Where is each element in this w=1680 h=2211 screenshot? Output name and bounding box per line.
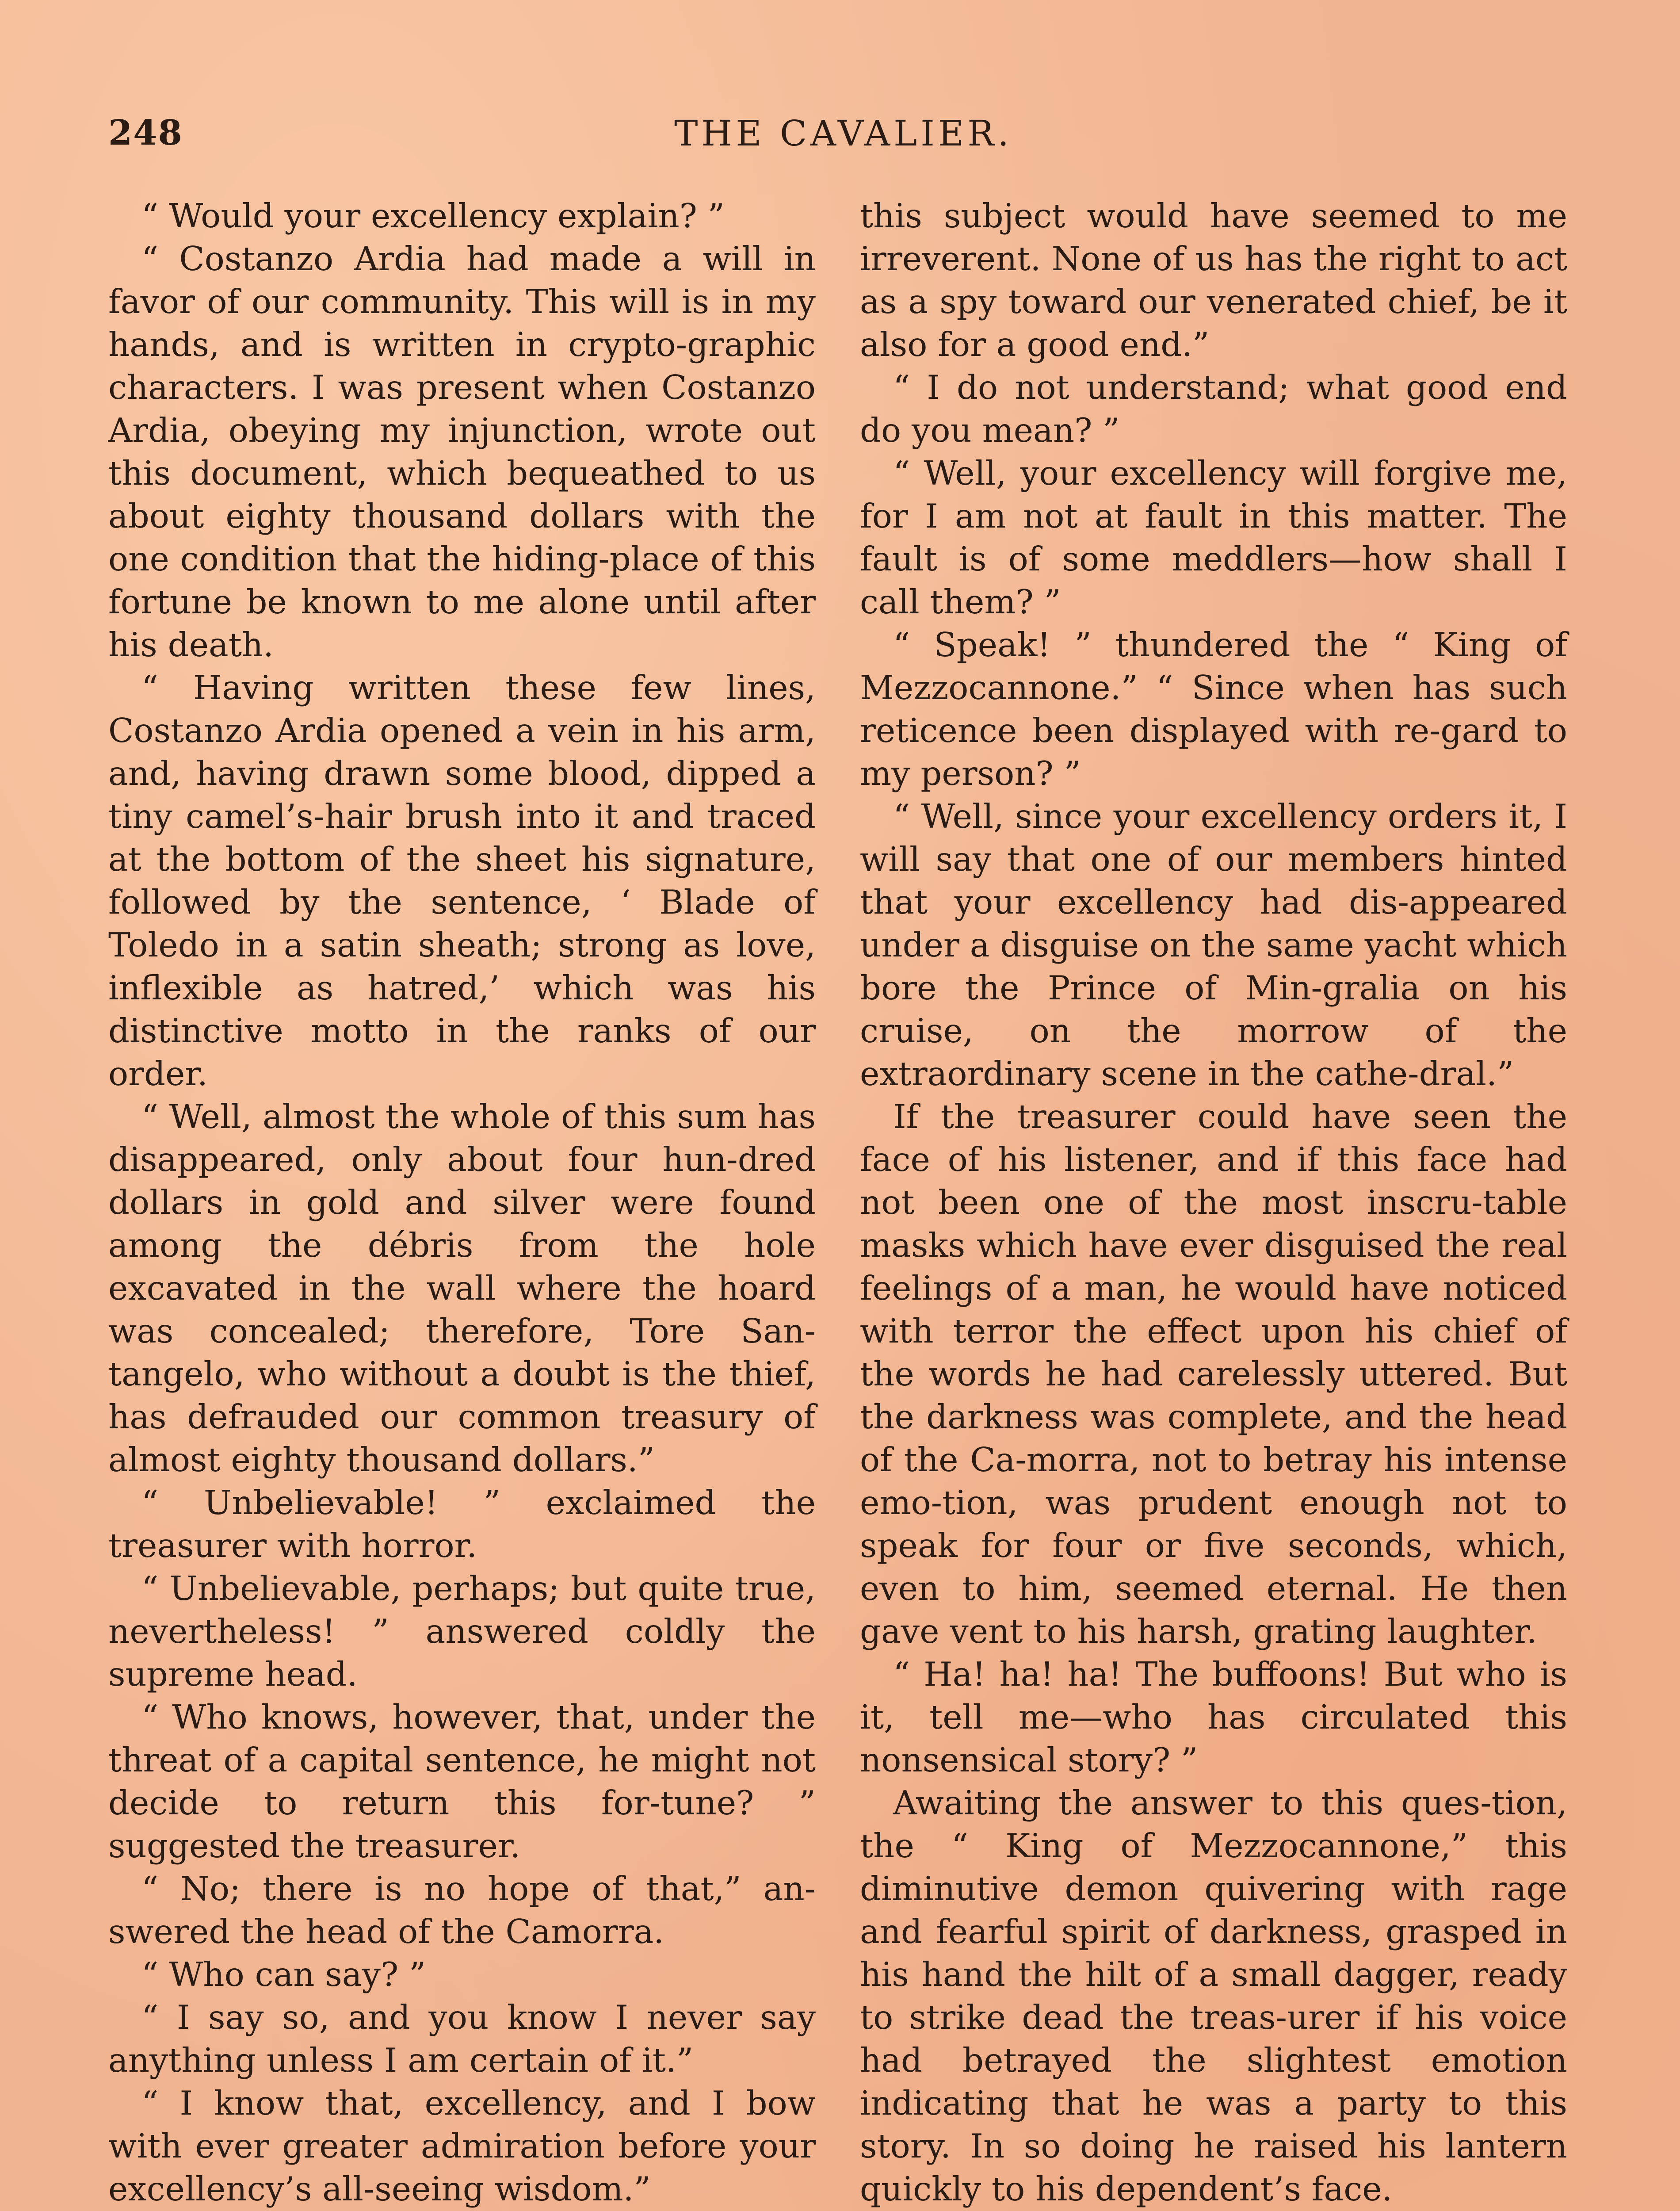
paragraph: “ Who knows, however, that, under the threat of a capital sentence, he might not decide to return this for-tune? ” suggested the treasurer. bbox=[108, 1698, 816, 1865]
paragraph: “ Having written these few lines, Costanzo Ardia opened a vein in his arm, and, having drawn some blood, dipped a tiny camel’s-hair brush into it and traced at the bottom of the sheet his signature, followed by the sentence, ‘ Blade of Toledo in a satin sheath; strong as love, inflexible as hatred,’ which was his distinctive motto in the ranks of our order. bbox=[108, 668, 816, 1093]
paragraph: “ Would your excellency explain? ” bbox=[141, 196, 725, 235]
paragraph: “ Well, your excellency will forgive me, for I am not at fault in this matter. The fault is of some meddlers—how shall I call them? ” bbox=[860, 454, 1567, 621]
paragraph: “ Who can say? ” bbox=[141, 1955, 426, 1994]
page-header bbox=[108, 113, 1578, 166]
running-title: THE CAVALIER. bbox=[674, 113, 1012, 154]
page-number: 248 bbox=[108, 113, 183, 153]
paragraph: “ Ha! ha! ha! The buffoons! But who is it, tell me—who has circulated this nonsensical story? ” bbox=[860, 1655, 1567, 1779]
paragraph: “ I say so, and you know I never say anything unless I am certain of it.” bbox=[108, 1998, 816, 2080]
right-column bbox=[860, 195, 1567, 2211]
paragraph: this subject would have seemed to me irreverent. None of us has the right to act as a spy toward our venerated chief, be it also for a good end.” bbox=[860, 196, 1567, 364]
paragraph: “ Well, almost the whole of this sum has disappeared, only about four hun-dred dollars in gold and silver were found among the débris from the hole excavated in the wall where the hoard was concealed; therefore, Tore San-tangelo, who without a doubt is the thief, has defrauded our common treasury of almost eighty thousand dollars.” bbox=[108, 1097, 816, 1479]
paragraph: “ I know that, excellency, and I bow with ever greater admiration before your excellency’s all-seeing wisdom.” bbox=[108, 2084, 816, 2208]
left-column bbox=[108, 195, 816, 2211]
paragraph: “ Unbelievable! ” exclaimed the treasurer with horror. bbox=[108, 1483, 816, 1565]
paragraph: Awaiting the answer to this ques-tion, the “ King of Mezzocannone,” this diminutive demon quivering with rage and fearful spirit of darkness, grasped in his hand the hilt of a small dagger, ready to strike dead the treas-urer if his voice had betrayed the slightest emotion indicating that he was a party to this story. In so doing he raised his lantern quickly to his dependent’s face. bbox=[860, 1783, 1567, 2208]
paragraph: “ Costanzo Ardia had made a will in favor of our community. This will is in my hands, and is written in crypto-graphic characters. I was present when Costanzo Ardia, obeying my injunction, wrote out this document, which bequeathed to us about eighty thousand dollars with the one condition that the hiding-place of this fortune be known to me alone until after his death. bbox=[108, 239, 816, 664]
paragraph: “ Speak! ” thundered the “ King of Mezzocannone.” “ Since when has such reticence been displayed with re-gard to my person? ” bbox=[860, 625, 1567, 793]
paragraph: “ Well, since your excellency orders it, I will say that one of our members hinted that your excellency had dis-appeared under a disguise on the same yacht which bore the Prince of Min-gralia on his cruise, on the morrow of the extraordinary scene in the cathe-dral.” bbox=[860, 797, 1567, 1093]
paragraph: If the treasurer could have seen the face of his listener, and if this face had not been one of the most inscru-table masks which have ever disguised the real feelings of a man, he would have noticed with terror the effect upon his chief of the words he had carelessly uttered. But the darkness was complete, and the head of the Ca-morra, not to betray his intense emo-tion, was prudent enough not to speak for four or five seconds, which, even to him, seemed eternal. He then gave vent to his harsh, grating laughter. bbox=[860, 1097, 1567, 1651]
paragraph: “ Unbelievable, perhaps; but quite true, nevertheless! ” answered coldly the supreme head. bbox=[108, 1569, 816, 1694]
paragraph: “ I do not understand; what good end do you mean? ” bbox=[860, 368, 1567, 450]
paragraph: “ No; there is no hope of that,” an-swered the head of the Camorra. bbox=[108, 1869, 816, 1951]
